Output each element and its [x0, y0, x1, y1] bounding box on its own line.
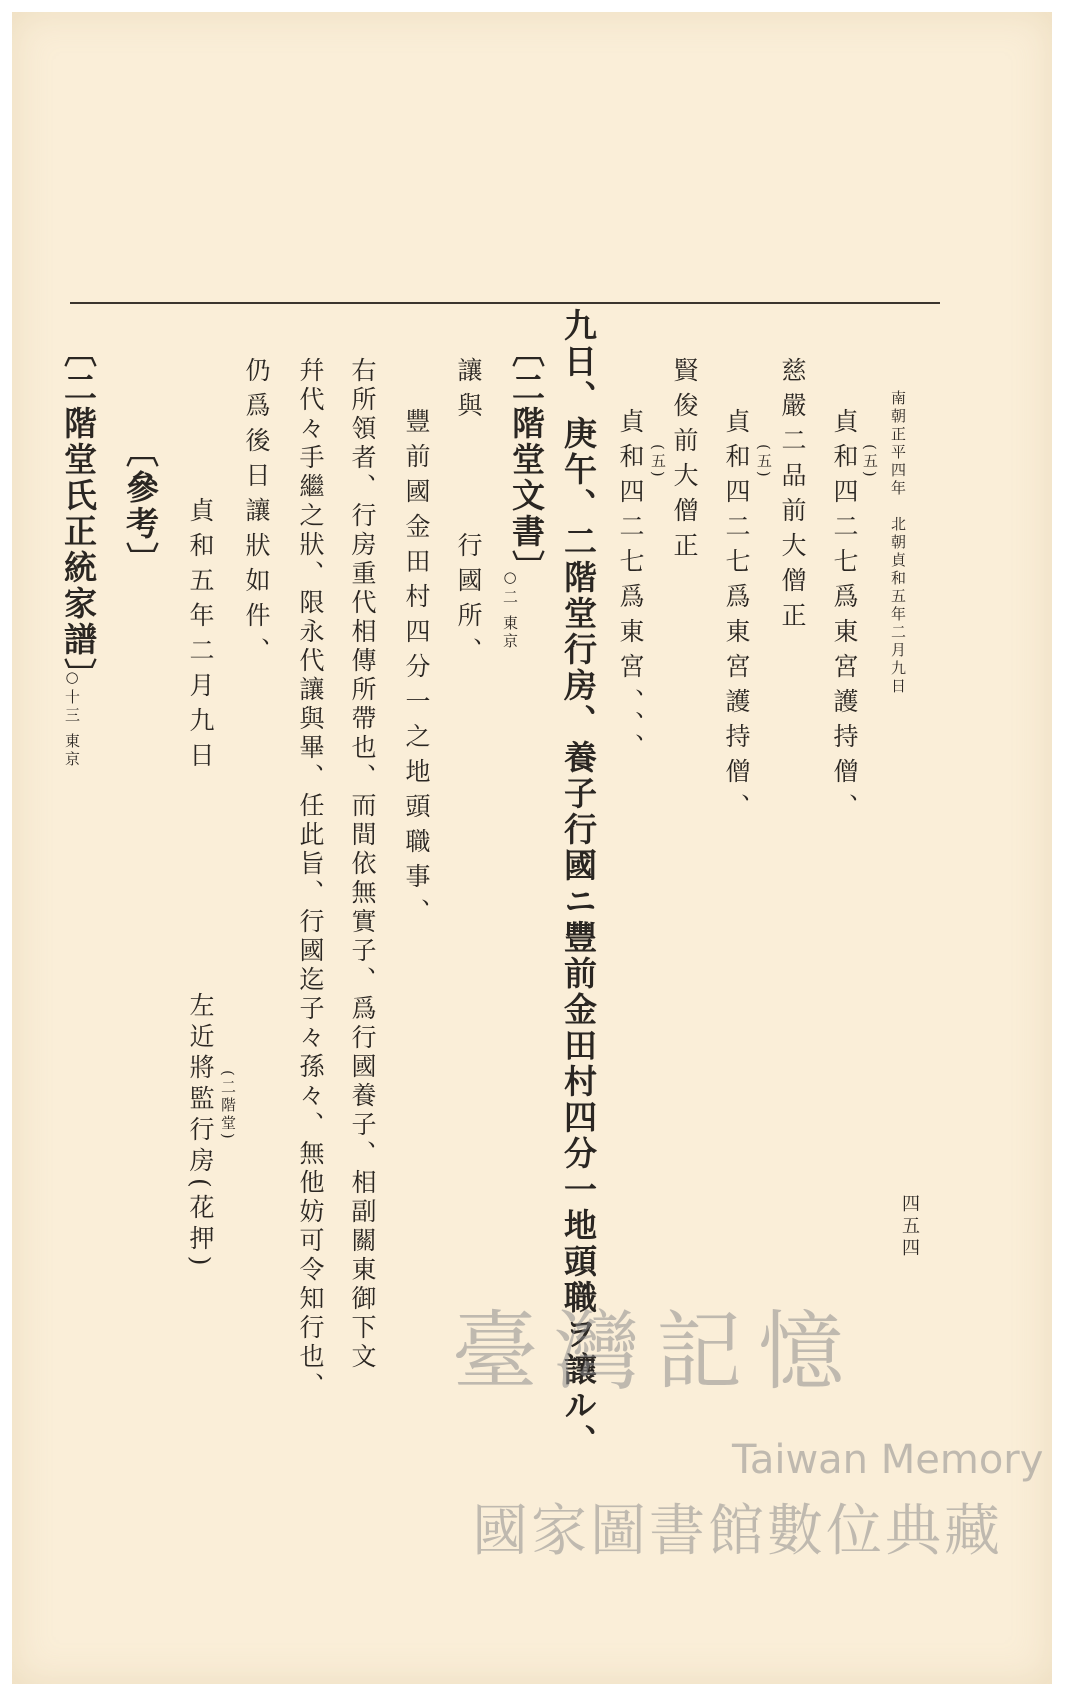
upper-line-1: 貞和四二七爲東宮護持僧、	[830, 408, 859, 828]
upper-note-1: (五)	[861, 444, 879, 480]
signature-note: (二階堂)	[219, 1070, 237, 1142]
source-citation-2-note: ○十三 東京	[63, 668, 81, 769]
upper-note-3: (五)	[755, 444, 773, 480]
doc-line-1: 讓與	[454, 357, 483, 427]
upper-line-4: 賢俊前大僧正	[670, 357, 699, 567]
horizontal-rule	[70, 302, 940, 304]
doc-line-3: 右所領者、行房重代相傳所帶也、而間依無實子、爲行國養子、相副關東御下文	[348, 357, 377, 1372]
source-citation-1: 〔二階堂文書〕	[507, 334, 546, 586]
doc-line-1b: 行國所、	[454, 532, 483, 672]
document-page	[12, 12, 1052, 1684]
running-head: 南朝正平四年 北朝貞和五年二月九日	[889, 390, 907, 696]
page-number: 四五四	[899, 1194, 920, 1260]
upper-line-3: 貞和四二七爲東宮護持僧、	[722, 408, 751, 828]
watermark-organization: 國家圖書館數位典藏	[472, 1499, 1003, 1564]
reference-label: 〔參考〕	[121, 434, 160, 578]
doc-signature: 左近將監行房(花押)	[186, 992, 215, 1272]
upper-line-2: 慈嚴二品前大僧正	[778, 357, 807, 637]
doc-line-4: 幷代々手繼之狀、限永代讓與畢、任此旨、行國迄子々孫々、無他妨可令知行也、	[296, 357, 325, 1401]
watermark-logo-text: 臺灣記憶	[452, 1302, 860, 1402]
watermark-english: Taiwan Memory	[732, 1437, 1044, 1483]
doc-line-5: 仍爲後日讓狀如件、	[242, 357, 271, 672]
upper-note-5: (五)	[649, 444, 667, 480]
upper-line-5: 貞和四二七爲東宮、、、	[616, 408, 645, 768]
doc-date: 貞和五年二月九日	[186, 497, 215, 777]
source-citation-1-note: ○二 東京	[501, 568, 519, 651]
source-citation-2: 〔二階堂氏正統家譜〕	[59, 334, 98, 694]
entry-heading: 九日、庚午、二階堂行房、養子行國ニ豐前金田村四分一地頭職ヲ讓ル、	[559, 308, 598, 1460]
doc-line-2: 豐前國金田村四分一之地頭職事、	[402, 408, 431, 933]
